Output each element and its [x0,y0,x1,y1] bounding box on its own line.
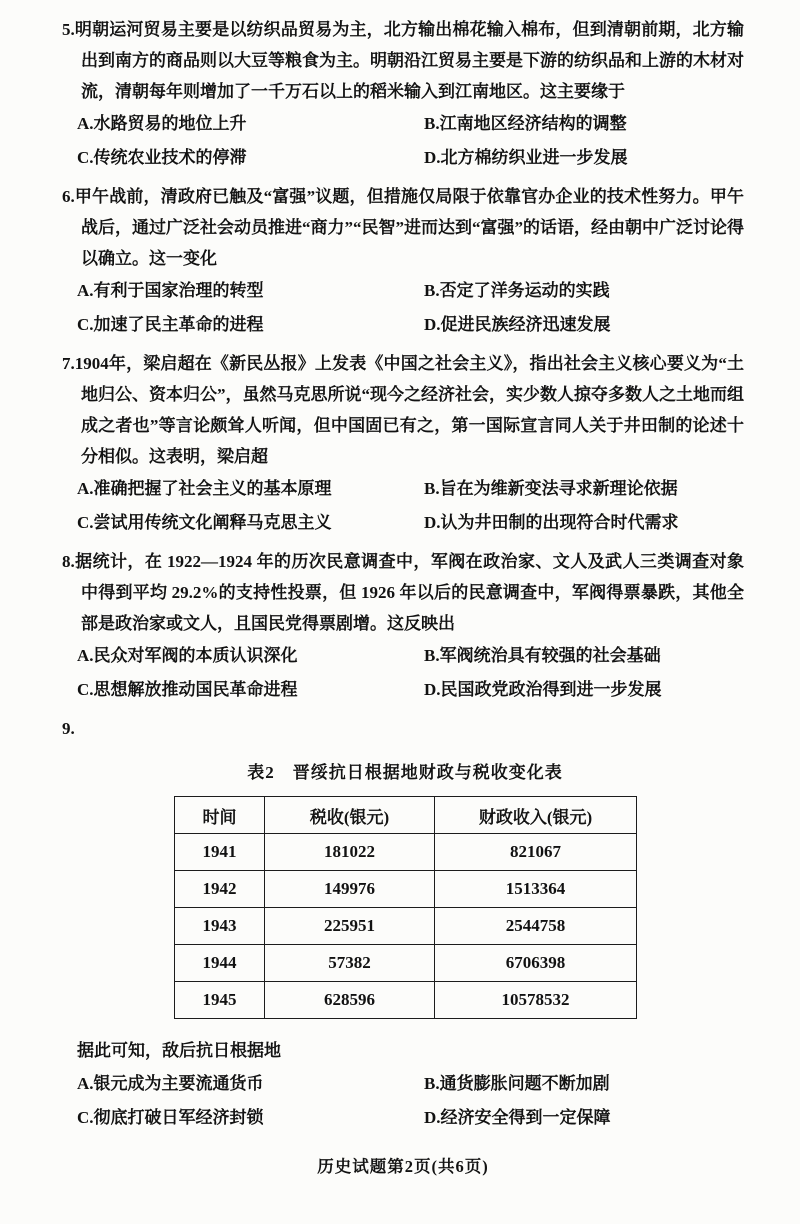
option-b: B.江南地区经济结构的调整 [424,114,627,133]
option-d: D.北方棉纺织业进一步发展 [424,148,628,167]
cell-year: 1943 [175,908,265,945]
cell-tax: 225951 [265,908,435,945]
option-d: D.促进民族经济迅速发展 [424,315,611,334]
question-5-number: 5. [62,20,75,39]
option-d: D.认为井田制的出现符合时代需求 [424,513,679,532]
question-5-text: 明朝运河贸易主要是以纺织品贸易为主，北方输出棉花输入棉布，但到清朝前期，北方输出到南方的商品则以大豆等粮食为主。明朝沿江贸易主要是下游的纺织品和上游的木材对流，清朝每年则增加了一千万石以上的稻米输入到江南地区。这主要缘于 [74,20,744,101]
table-row [175,982,637,1019]
page-footer: 历史试题第2页(共6页) [317,1157,489,1176]
question-9-table-block [174,758,636,1019]
question-8-options [62,639,744,707]
question-7-stem [62,348,744,472]
question-5-options [62,107,744,175]
question-9 [62,713,744,1135]
col-header-tax: 税收(银元) [265,797,435,834]
table-row [175,871,637,908]
question-6-stem [62,181,744,274]
question-9-post-text: 据此可知，敌后抗日根据地 [77,1041,281,1060]
question-6-options [62,274,744,342]
question-8 [62,546,744,707]
option-c: C.传统农业技术的停滞 [77,148,247,167]
cell-tax: 628596 [265,982,435,1019]
question-9-options [62,1067,744,1135]
cell-revenue: 2544758 [435,908,637,945]
table-header-row [175,797,637,834]
option-c: C.思想解放推动国民革命进程 [77,680,298,699]
table-row [175,908,637,945]
option-c: C.加速了民主革命的进程 [77,315,264,334]
question-7-text: 1904年，梁启超在《新民丛报》上发表《中国之社会主义》，指出社会主义核心要义为“土地归公、资本归公”，虽然马克思所说“现今之经济社会，实少数人掠夺多数人之土地而组成之者也”等言论颇耸人听闻，但中国固已有之，第一国际宣言同人关于井田制的论述十分相似。这表明，梁启超 [74,354,744,466]
option-a: A.银元成为主要流通货币 [77,1074,264,1093]
option-a: A.民众对军阀的本质认识深化 [77,646,298,665]
question-9-number: 9. [62,719,75,738]
question-6 [62,181,744,342]
question-8-number: 8. [62,552,75,571]
option-a: A.有利于国家治理的转型 [77,281,264,300]
option-b: B.否定了洋务运动的实践 [424,281,610,300]
question-8-text: 据统计，在 1922—1924 年的历次民意调查中，军阀在政治家、文人及武人三类调查对象中得到平均 29.2%的支持性投票，但 1926 年以后的民意调查中，军阀得票暴跌，其他全部是政治家或文人，且国民党得票剧增。这反映出 [74,552,744,633]
question-5 [62,14,744,175]
question-7-options [62,472,744,540]
question-8-stem [62,546,744,639]
col-header-revenue: 财政收入(银元) [435,797,637,834]
table-title: 表2 晋绥抗日根据地财政与税收变化表 [247,763,563,782]
table-row [175,834,637,871]
option-a: A.水路贸易的地位上升 [77,114,247,133]
question-6-text: 甲午战前，清政府已触及“富强”议题，但措施仅局限于依靠官办企业的技术性努力。甲午战后，通过广泛社会动员推进“商力”“民智”进而达到“富强”的话语，经由朝中广泛讨论得以确立。这一变化 [74,187,744,268]
cell-revenue: 1513364 [435,871,637,908]
cell-revenue: 821067 [435,834,637,871]
question-6-number: 6. [62,187,75,206]
option-b: B.军阀统治具有较强的社会基础 [424,646,661,665]
option-b: B.旨在为维新变法寻求新理论依据 [424,479,678,498]
cell-year: 1942 [175,871,265,908]
question-7-number: 7. [62,354,75,373]
cell-year: 1941 [175,834,265,871]
option-c: C.彻底打破日军经济封锁 [77,1108,264,1127]
cell-revenue: 6706398 [435,945,637,982]
option-c: C.尝试用传统文化阐释马克思主义 [77,513,332,532]
finance-table [174,796,637,1019]
option-b: B.通货膨胀问题不断加剧 [424,1074,610,1093]
option-d: D.经济安全得到一定保障 [424,1108,611,1127]
question-7 [62,348,744,540]
cell-tax: 181022 [265,834,435,871]
cell-revenue: 10578532 [435,982,637,1019]
cell-tax: 57382 [265,945,435,982]
option-a: A.准确把握了社会主义的基本原理 [77,479,332,498]
cell-tax: 149976 [265,871,435,908]
cell-year: 1945 [175,982,265,1019]
option-d: D.民国政党政治得到进一步发展 [424,680,662,699]
table-row [175,945,637,982]
question-5-stem [62,14,744,107]
col-header-time: 时间 [175,797,265,834]
cell-year: 1944 [175,945,265,982]
